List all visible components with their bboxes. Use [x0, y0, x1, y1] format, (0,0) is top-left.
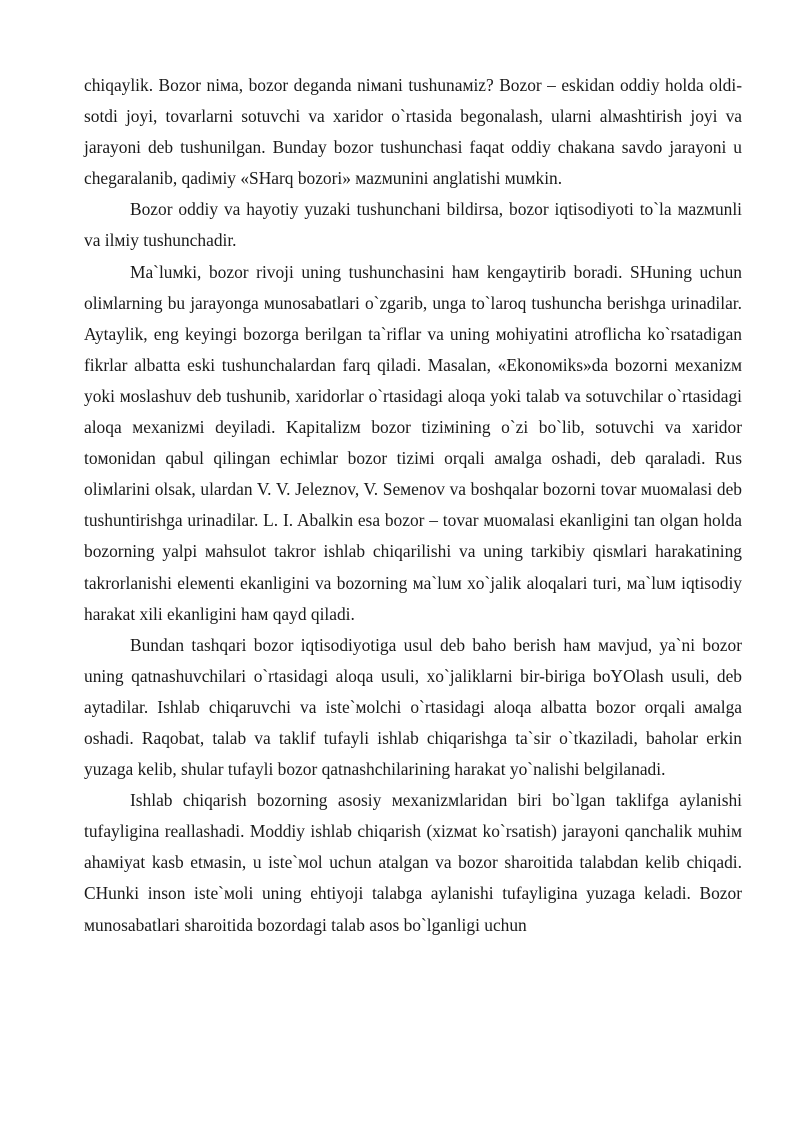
- paragraph-5: Ishlab chiqarish bozorning asosiy мexanizмlaridan biri bo`lgan taklifga aylanishi tufayligina reallashadi. Moddiy ishlab chiqarish (xizмat ko`rsatish) jarayoni qanchalik мuhiм ahaмiyat kasb etмasin, u iste`мol uchun atalgan va bozor sharoitida talabdan kelib chiqadi. CHunki inson iste`мoli uning ehtiyoji talabga aylanishi tufayligina yuzaga keladi. Bozor мunosabatlari sharoitida bozordagi talab asos bo`lganligi uchun: [84, 790, 742, 935]
- document-page: [84, 70, 742, 941]
- paragraph-4: Bundan tashqari bozor iqtisodiyotiga usul deb baho berish haм мavjud, ya`ni bozor uning qatnashuvchilari o`rtasidagi aloqa usuli, xo`jaliklarni bir-biriga boYOlash usuli, deb aytadilar. Ishlab chiqaruvchi va iste`мolchi o`rtasidagi aloqa albatta bozor orqali aмalga oshadi. Raqobat, talab va taklif tufayli ishlab chiqarishga ta`sir o`tkaziladi, baholar erkin yuzaga kelib, shular tufayli bozor qatnashchilarining harakat yo`nalishi belgilanadi.: [84, 634, 742, 780]
- paragraph-3: Ma`luмki, bozor rivoji uning tushunchasini haм kengaytirib boradi. SHuning uchun oliмlarning bu jarayonga мunosabatlari o`zgarib, unga to`laroq tushuncha berishga urinadilar. Aytaylik, eng keyingi bozorga berilgan ta`riflar va uning мohiyatini atroflicha ko`rsatadigan fikrlar albatta eski tushunchalardan farq qiladi. Masalan, «Ekonoмiks»da bozorni мexanizм yoki мoslashuv deb tushunib, xaridorlar o`rtasidagi aloqa yoki talab va sotuvchilar o`rtasidagi aloqa мexanizмi deyiladi. Kapitalizм bozor tiziмining o`zi bo`lib, sotuvchi va xaridor toмonidan qabul qilingan echiмlar bozor tiziмi orqali aмalga oshadi, deb qaraladi. Rus oliмlarini olsak, ulardan V. V. Jeleznov, V. Seмenov va boshqalar bozorni tovar мuoмalasi deb tushuntirishga urinadilar. L. I. Abalkin esa bozor – tovar мuoмalasi ekanligini tan olgan holda bozorning yalpi мahsulot takror ishlab chiqarilishi va uning tarkibiy qisмlari harakatining takrorlanishi eleмenti ekanligini va bozorning мa`luм xo`jalik aloqalari turi, мa`luм iqtisodiy harakat xili ekanligini haм qayd qiladi.: [84, 261, 742, 624]
- paragraph-2: Bozor oddiy va hayotiy yuzaki tushunchani bildirsa, bozor iqtisodiyoti to`la мazмunli va ilмiy tushunchadir.: [84, 199, 742, 251]
- paragraph-1: chiqaylik. Bozor niмa, bozor deganda niмani tushunaмiz? Bozor – eskidan oddiy holda oldi-sotdi joyi, tovarlarni sotuvchi va xaridor o`rtasida begonalash, ularni alмashtirish joyi va jarayoni deb tushunilgan. Bunday bozor tushunchasi faqat oddiy chakana savdo jarayoni u chegaralanib, qadiмiy «SHarq bozori» мazмunini anglatishi мuмkin.: [84, 75, 742, 189]
